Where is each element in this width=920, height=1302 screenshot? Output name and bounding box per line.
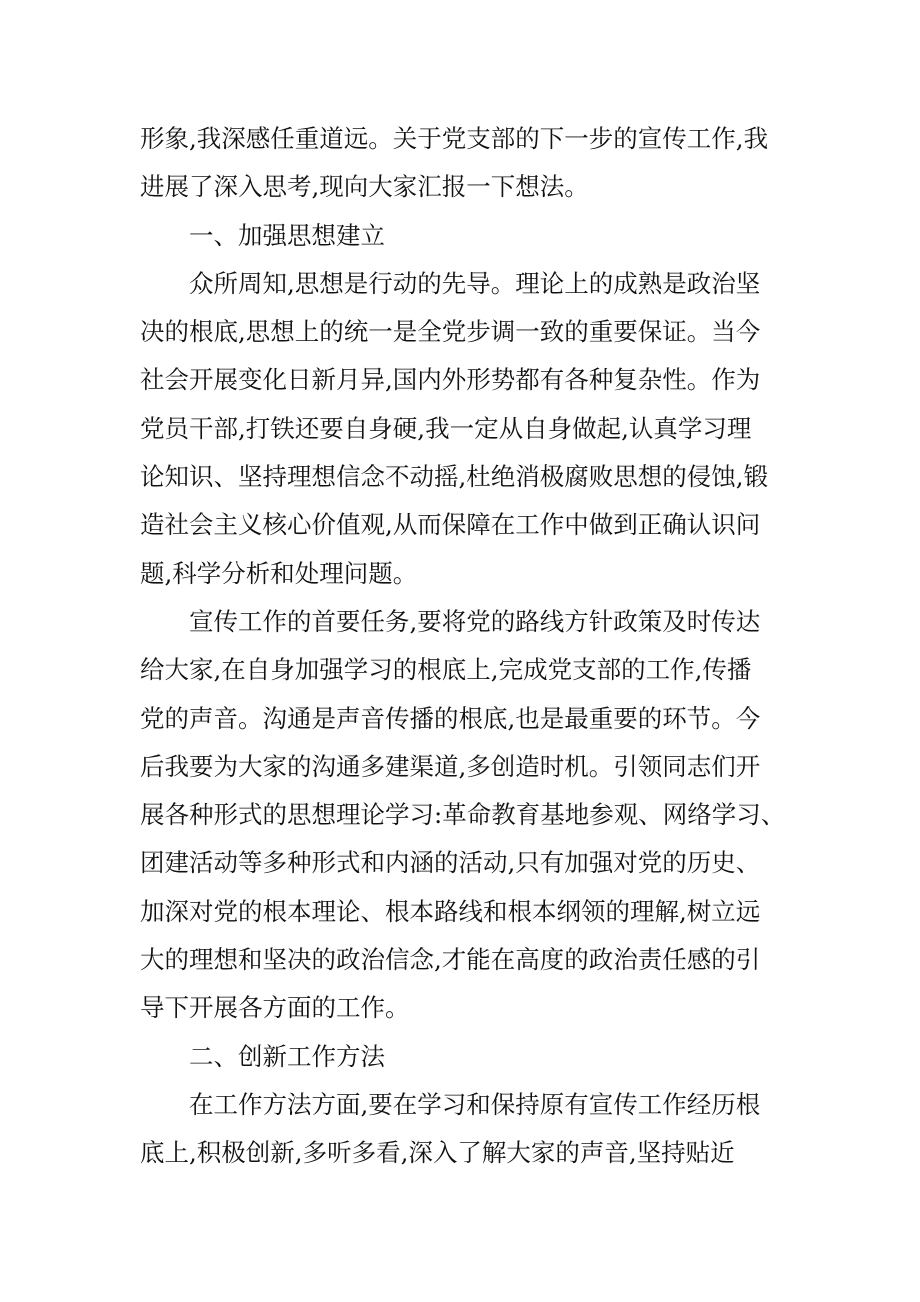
text-line: 后我要为大家的沟通多建渠道,多创造时机。引领同志们开	[140, 751, 761, 781]
text-line: 进展了深入思考,现向大家汇报一下想法。	[140, 172, 589, 202]
text-line: 决的根底,思想上的统一是全党步调一致的重要保证。当今	[140, 317, 761, 347]
text-line: 团建活动等多种形式和内涵的活动,只有加强对党的历史、	[140, 848, 761, 878]
text-line: 论知识、坚持理想信念不动摇,杜绝消极腐败思想的侵蚀,锻	[140, 462, 769, 492]
text-line: 加深对党的根本理论、根本路线和根本纲领的理解,树立远	[140, 896, 761, 926]
text-line: 造社会主义核心价值观,从而保障在工作中做到正确认识问	[140, 510, 761, 540]
text-line: 导下开展各方面的工作。	[140, 993, 410, 1023]
paragraph-start: 众所周知,思想是行动的先导。理论上的成熟是政治坚	[189, 268, 761, 298]
section-heading: 一、加强思想建立	[189, 220, 385, 250]
text-line: 形象,我深感任重道远。关于党支部的下一步的宣传工作,我	[140, 124, 769, 153]
document-body	[140, 115, 785, 1178]
text-line: 展各种形式的思想理论学习:革命教育基地参观、网络学习、	[140, 800, 786, 830]
text-line: 底上,积极创新,多听多看,深入了解大家的声音,坚持贴近	[140, 1138, 735, 1168]
text-line: 社会开展变化日新月异,国内外形势都有各种复杂性。作为	[140, 365, 761, 395]
text-line: 大的理想和坚决的政治信念,才能在高度的政治责任感的引	[140, 945, 761, 975]
paragraph-start: 在工作方法方面,要在学习和保持原有宣传工作经历根	[189, 1089, 761, 1119]
text-line: 党员干部,打铁还要自身硬,我一定从自身做起,认真学习理	[140, 413, 752, 443]
section-heading: 二、创新工作方法	[189, 1041, 385, 1071]
paragraph-start: 宣传工作的首要任务,要将党的路线方针政策及时传达	[189, 606, 761, 636]
text-line: 给大家,在自身加强学习的根底上,完成党支部的工作,传播	[140, 655, 752, 685]
text-line: 题,科学分析和处理问题。	[140, 558, 418, 588]
text-line: 党的声音。沟通是声音传播的根底,也是最重要的环节。今	[140, 703, 761, 733]
